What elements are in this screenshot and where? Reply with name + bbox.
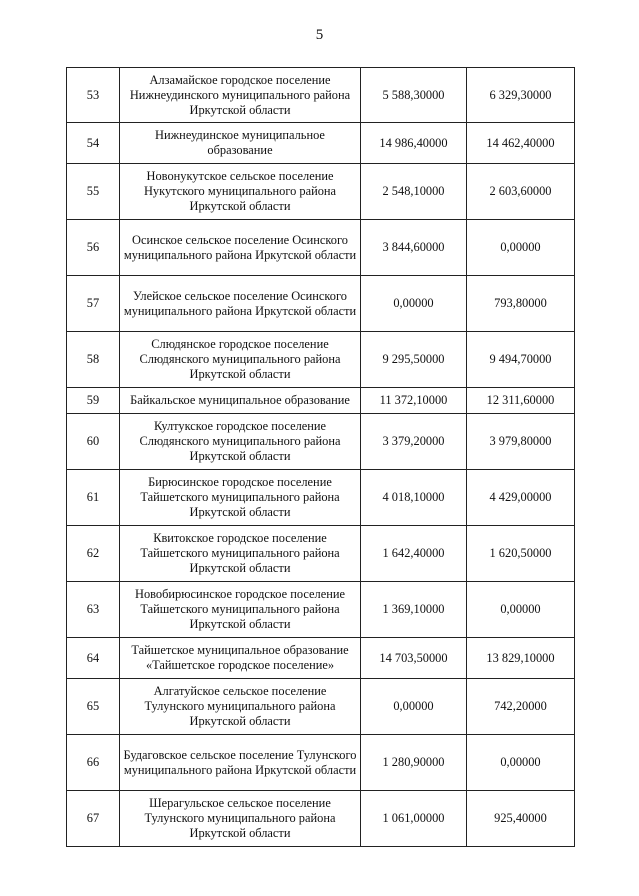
row-number: 64 <box>67 638 120 679</box>
row-number: 59 <box>67 388 120 414</box>
value-2: 1 620,50000 <box>467 526 575 582</box>
value-2: 3 979,80000 <box>467 414 575 470</box>
municipality-name: Улейское сельское поселение Осинского муниципального района Иркутской области <box>120 276 361 332</box>
value-1: 14 703,50000 <box>361 638 467 679</box>
municipality-name: Байкальское муниципальное образование <box>120 388 361 414</box>
municipality-name: Култукское городское поселение Слюдянского муниципального района Иркутской области <box>120 414 361 470</box>
table-row <box>67 332 575 388</box>
value-2: 0,00000 <box>467 220 575 276</box>
value-2: 2 603,60000 <box>467 164 575 220</box>
municipality-name: Тайшетское муниципальное образование «Тайшетское городское поселение» <box>120 638 361 679</box>
row-number: 67 <box>67 791 120 847</box>
value-2: 925,40000 <box>467 791 575 847</box>
table-row <box>67 582 575 638</box>
municipality-name: Нижнеудинское муниципальное образование <box>120 123 361 164</box>
table-row <box>67 679 575 735</box>
value-2: 0,00000 <box>467 735 575 791</box>
value-2: 12 311,60000 <box>467 388 575 414</box>
row-number: 55 <box>67 164 120 220</box>
value-1: 1 280,90000 <box>361 735 467 791</box>
table-row <box>67 68 575 123</box>
value-1: 5 588,30000 <box>361 68 467 123</box>
value-1: 0,00000 <box>361 276 467 332</box>
municipality-name: Бирюсинское городское поселение Тайшетского муниципального района Иркутской области <box>120 470 361 526</box>
value-1: 3 844,60000 <box>361 220 467 276</box>
municipality-name: Слюдянское городское поселение Слюдянского муниципального района Иркутской области <box>120 332 361 388</box>
value-1: 14 986,40000 <box>361 123 467 164</box>
row-number: 54 <box>67 123 120 164</box>
row-number: 57 <box>67 276 120 332</box>
table-row <box>67 276 575 332</box>
value-1: 1 642,40000 <box>361 526 467 582</box>
value-1: 4 018,10000 <box>361 470 467 526</box>
table-row <box>67 791 575 847</box>
municipality-name: Алгатуйское сельское поселение Тулунского муниципального района Иркутской области <box>120 679 361 735</box>
value-2: 4 429,00000 <box>467 470 575 526</box>
value-2: 793,80000 <box>467 276 575 332</box>
table-row <box>67 220 575 276</box>
allocation-table <box>66 67 575 847</box>
municipality-name: Будаговское сельское поселение Тулунского муниципального района Иркутской области <box>120 735 361 791</box>
value-1: 9 295,50000 <box>361 332 467 388</box>
municipality-name: Квитокское городское поселение Тайшетского муниципального района Иркутской области <box>120 526 361 582</box>
page-number: 5 <box>315 27 324 43</box>
municipality-name: Новонукутское сельское поселение Нукутского муниципального района Иркутской области <box>120 164 361 220</box>
table-row <box>67 735 575 791</box>
value-1: 3 379,20000 <box>361 414 467 470</box>
municipality-name: Шерагульское сельское поселение Тулунского муниципального района Иркутской области <box>120 791 361 847</box>
value-2: 6 329,30000 <box>467 68 575 123</box>
row-number: 56 <box>67 220 120 276</box>
municipality-name: Алзамайское городское поселение Нижнеудинского муниципального района Иркутской области <box>120 68 361 123</box>
row-number: 58 <box>67 332 120 388</box>
row-number: 63 <box>67 582 120 638</box>
row-number: 61 <box>67 470 120 526</box>
value-1: 1 369,10000 <box>361 582 467 638</box>
value-1: 0,00000 <box>361 679 467 735</box>
value-2: 13 829,10000 <box>467 638 575 679</box>
row-number: 62 <box>67 526 120 582</box>
row-number: 65 <box>67 679 120 735</box>
municipality-name: Новобирюсинское городское поселение Тайшетского муниципального района Иркутской области <box>120 582 361 638</box>
table-row <box>67 526 575 582</box>
row-number: 53 <box>67 68 120 123</box>
row-number: 66 <box>67 735 120 791</box>
table-row <box>67 123 575 164</box>
value-1: 11 372,10000 <box>361 388 467 414</box>
value-2: 14 462,40000 <box>467 123 575 164</box>
table-row <box>67 164 575 220</box>
table-row <box>67 470 575 526</box>
value-1: 2 548,10000 <box>361 164 467 220</box>
value-2: 9 494,70000 <box>467 332 575 388</box>
value-1: 1 061,00000 <box>361 791 467 847</box>
table-row <box>67 414 575 470</box>
table-row <box>67 638 575 679</box>
value-2: 742,20000 <box>467 679 575 735</box>
row-number: 60 <box>67 414 120 470</box>
table-row <box>67 388 575 414</box>
value-2: 0,00000 <box>467 582 575 638</box>
municipality-name: Осинское сельское поселение Осинского муниципального района Иркутской области <box>120 220 361 276</box>
